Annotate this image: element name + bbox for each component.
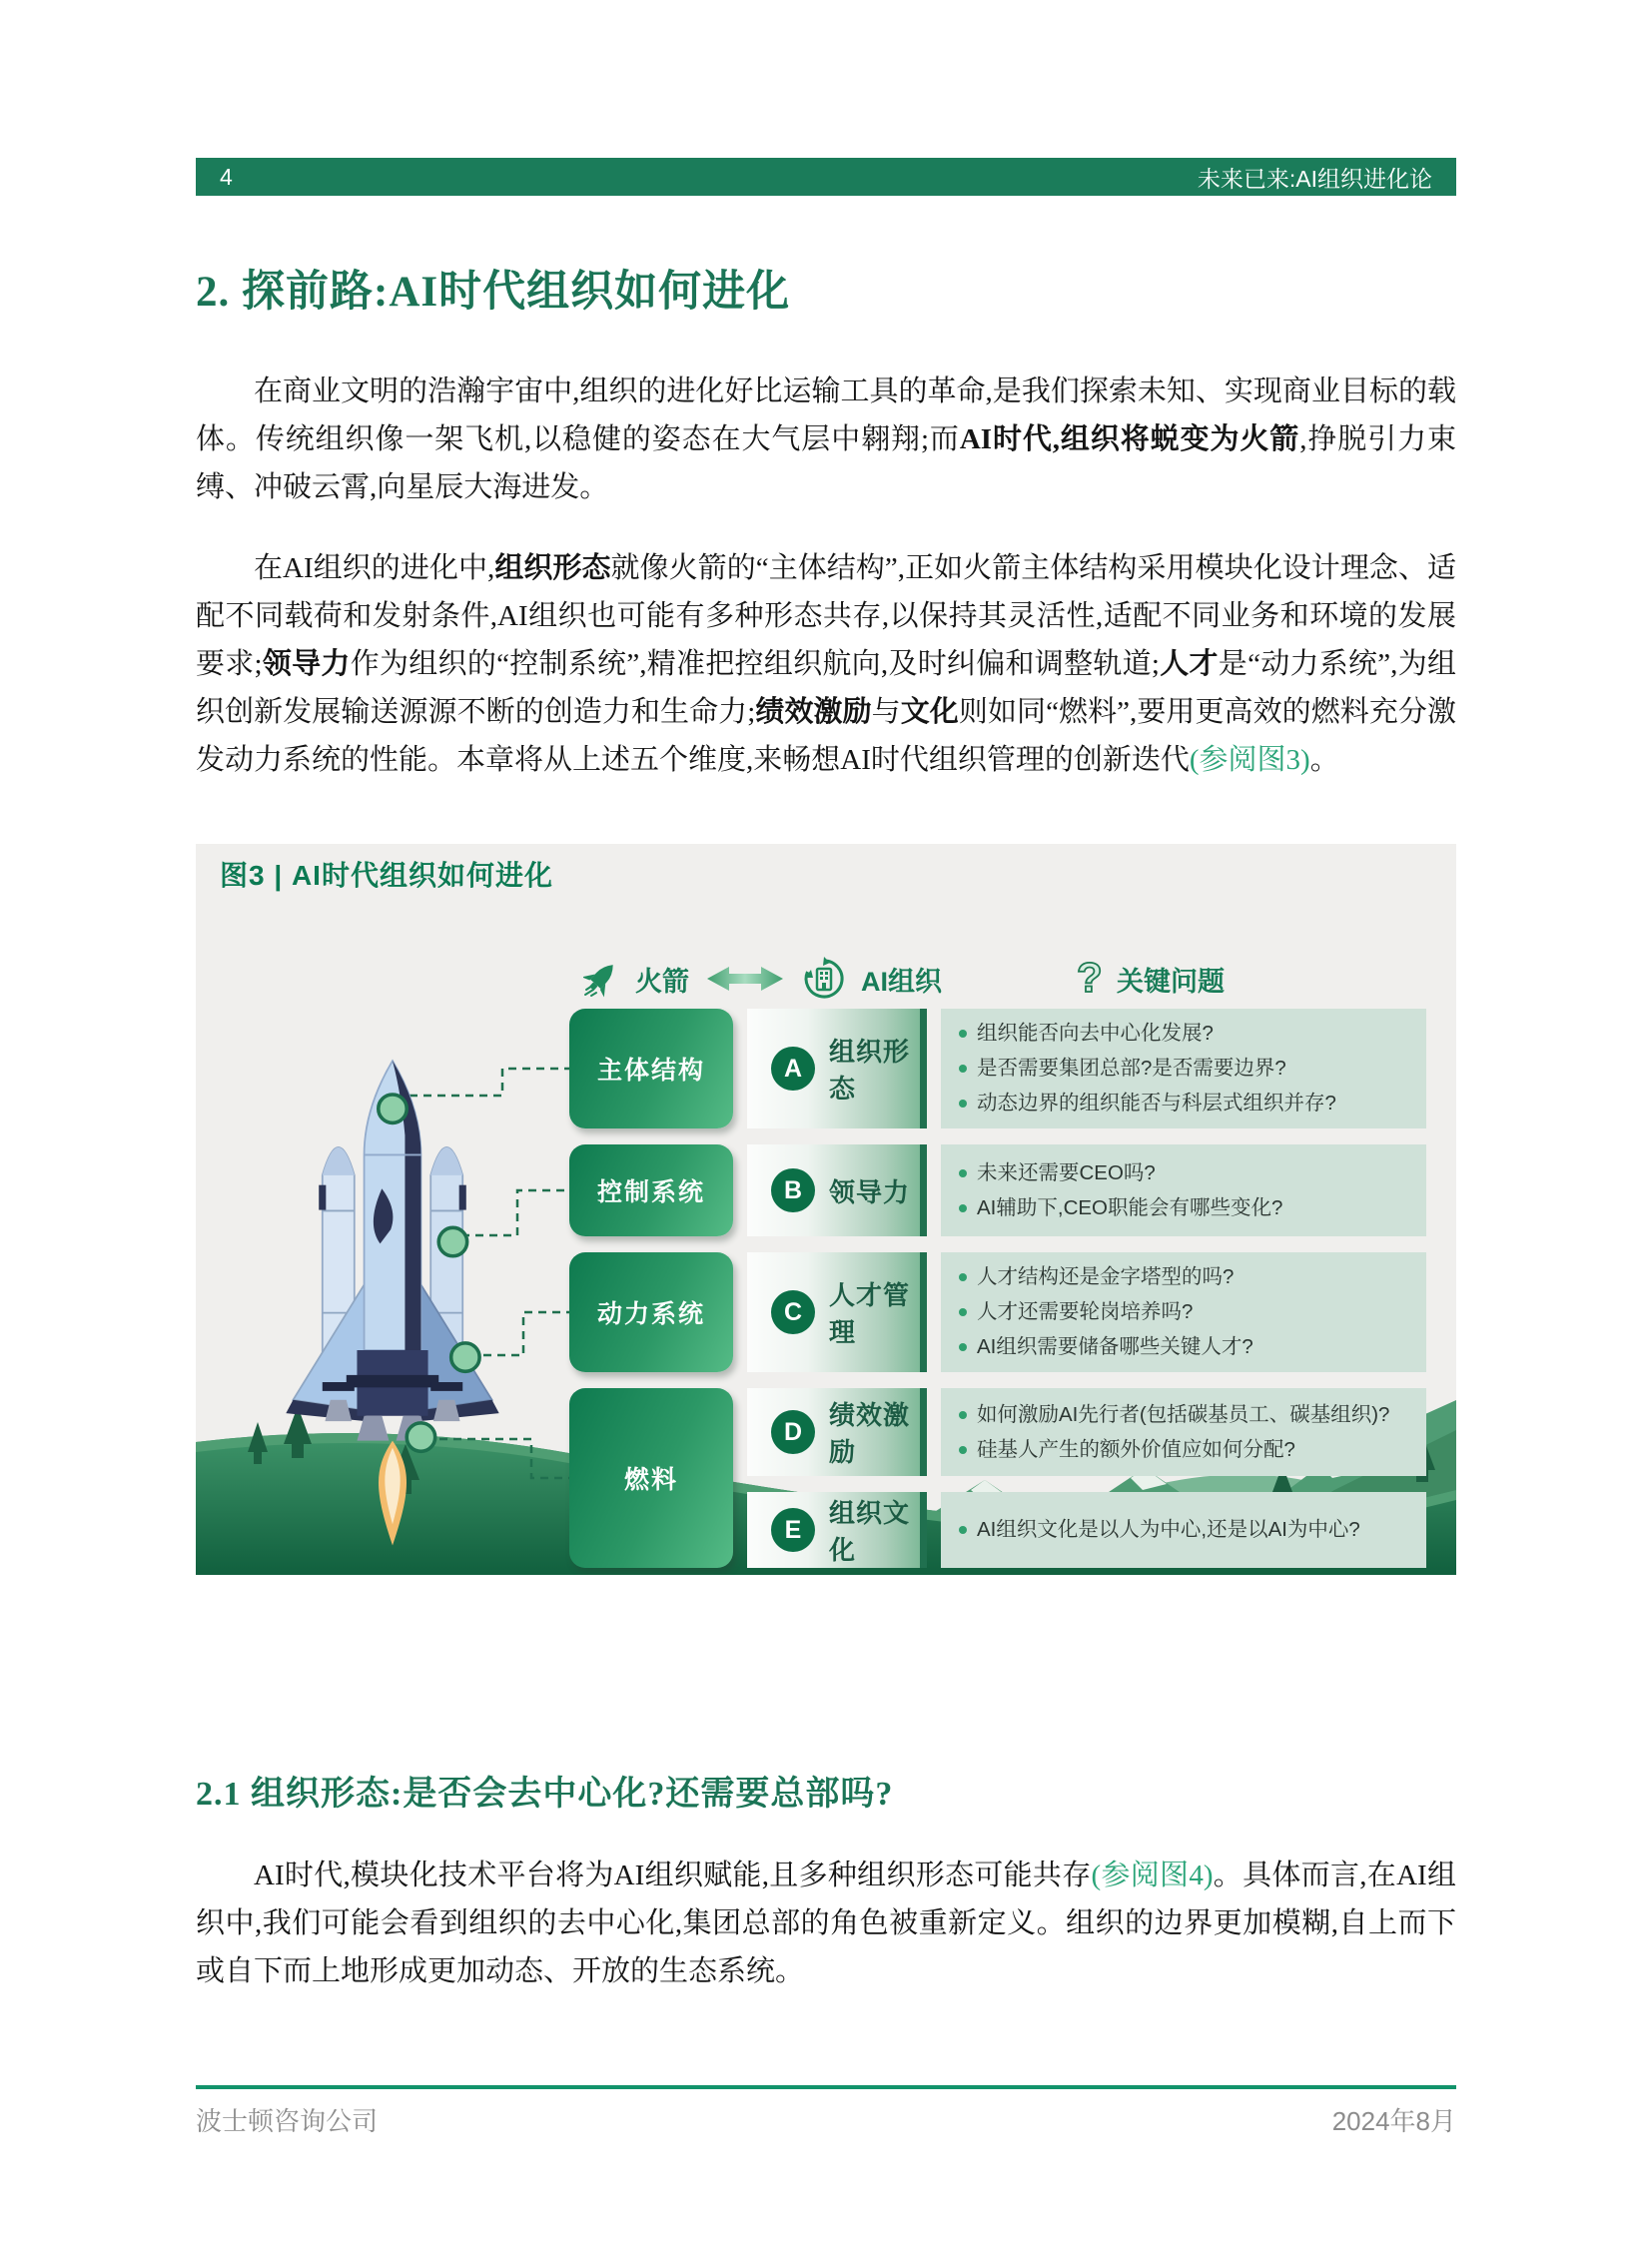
footer-divider: [196, 2085, 1456, 2089]
bullet-dot: [959, 1065, 967, 1073]
letter-badge-b: B: [771, 1168, 815, 1212]
section-heading: 2. 探前路:AI时代组织如何进化: [196, 269, 791, 316]
question-panel-d: [941, 1388, 1426, 1476]
bullet-dot: [959, 1169, 967, 1177]
paragraph-1: 在商业文明的浩瀚宇宙中,组织的进化好比运输工具的革命,是我们探索未知、实现商业目标的载体。传统组织像一架飞机,以稳健的姿态在大气层中翱翔;而AI时代,组织将蜕变为火箭,挣脱引力束缚、冲破云霄,向星辰大海进发。: [196, 375, 1456, 503]
letter-badge-a: A: [771, 1047, 815, 1091]
question-item: AI辅助下,CEO职能会有哪些变化?: [957, 1193, 1410, 1223]
header-title: 未来已来:AI组织进化论: [1197, 165, 1432, 192]
figure3-reference[interactable]: (参阅图3): [1189, 744, 1310, 776]
question-item: AI组织需要储备哪些关键人才?: [957, 1332, 1410, 1362]
figure-title: 图3 | AI时代组织如何进化: [220, 860, 553, 891]
question-panel-e: [941, 1492, 1426, 1568]
question-item: 组织能否向去中心化发展?: [957, 1019, 1410, 1049]
question-item: 硅基人产生的额外价值应如何分配?: [957, 1435, 1410, 1465]
question-item: 是否需要集团总部?是否需要边界?: [957, 1054, 1410, 1084]
bullet-dot: [959, 1204, 967, 1212]
question-panel-b: [941, 1144, 1426, 1236]
letter-badge-e: E: [771, 1508, 815, 1552]
svg-text:?: ?: [1077, 955, 1103, 1001]
bullet-dot: [959, 1411, 967, 1419]
figure-legend-right: [1073, 956, 1225, 1002]
bullet-dot: [959, 1446, 967, 1454]
bullet-dot: [959, 1308, 967, 1316]
question-item: AI组织文化是以人为中心,还是以AI为中心?: [957, 1515, 1410, 1545]
dimension-talent: C 人才管理: [747, 1252, 927, 1372]
legend-questions-label: 关键问题: [1117, 966, 1225, 997]
footer-company: 波士顿咨询公司: [196, 2106, 379, 2136]
dimension-incentives: D 绩效激励: [747, 1388, 927, 1476]
org-cycle-icon: [801, 956, 847, 1002]
subsection-heading: 2.1 组织形态:是否会去中心化?还需要总部吗?: [196, 1776, 894, 1813]
figure-legend-left: [583, 956, 942, 1002]
rocket-part-fuel: 燃料: [569, 1388, 733, 1568]
question-item: 人才还需要轮岗培养吗?: [957, 1297, 1410, 1327]
dimension-culture: E 组织文化: [747, 1492, 927, 1568]
bullet-dot: [959, 1526, 967, 1534]
rocket-part-body-structure: 主体结构: [569, 1009, 733, 1128]
legend-org-label: AI组织: [861, 966, 942, 997]
bullet-dot: [959, 1273, 967, 1281]
rocket-part-power-system: 动力系统: [569, 1252, 733, 1372]
question-panel-a: [941, 1009, 1426, 1128]
dimension-org-form: A 组织形态: [747, 1009, 927, 1128]
letter-badge-d: D: [771, 1410, 815, 1454]
page-number: 4: [220, 163, 233, 190]
page-header-bar: [196, 158, 1456, 196]
figure-table: [569, 1009, 1426, 1568]
rocket-icon: [583, 960, 621, 998]
question-mark-icon: [1073, 955, 1103, 1003]
figure-3: [196, 844, 1456, 1575]
figure4-reference[interactable]: (参阅图4): [1091, 1860, 1214, 1891]
rocket-illustration: [233, 1009, 552, 1564]
question-item: 动态边界的组织能否与科层式组织并存?: [957, 1089, 1410, 1119]
page-footer: [196, 2101, 1456, 2138]
bullet-dot: [959, 1030, 967, 1038]
legend-rocket-label: 火箭: [635, 966, 689, 997]
letter-badge-c: C: [771, 1290, 815, 1334]
bullet-dot: [959, 1343, 967, 1351]
question-panel-c: [941, 1252, 1426, 1372]
question-item: 未来还需要CEO吗?: [957, 1158, 1410, 1188]
paragraph-2: 在AI组织的进化中,组织形态就像火箭的“主体结构”,正如火箭主体结构采用模块化设计理念、适配不同载荷和发射条件,AI组织也可能有多种形态共存,以保持其灵活性,适配不同业务和环境的发展要求;领导力作为组织的“控制系统”,精准把控组织航向,及时纠偏和调整轨道;人才是“动力系统”,为组织创新发展输送源源不断的创造力和生命力;绩效激励与文化则如同“燃料”,要用更高效的燃料充分激发动力系统的性能。本章将从上述五个维度,来畅想AI时代组织管理的创新迭代(参阅图3)。: [196, 552, 1456, 776]
question-item: 如何激励AI先行者(包括碳基员工、碳基组织)?: [957, 1400, 1410, 1430]
bullet-dot: [959, 1100, 967, 1108]
paragraph-3: AI时代,模块化技术平台将为AI组织赋能,且多种组织形态可能共存(参阅图4)。具体而言,在AI组织中,我们可能会看到组织的去中心化,集团总部的角色被重新定义。组织的边界更加模糊,自上而下或自下而上地形成更加动态、开放的生态系统。: [196, 1860, 1456, 1987]
question-item: 人才结构还是金字塔型的吗?: [957, 1262, 1410, 1292]
dimension-leadership: B 领导力: [747, 1144, 927, 1236]
double-arrow-icon: [703, 964, 787, 994]
footer-date: 2024年8月: [1331, 2106, 1456, 2136]
figure-body: [218, 1004, 1434, 1575]
rocket-part-control-system: 控制系统: [569, 1144, 733, 1236]
